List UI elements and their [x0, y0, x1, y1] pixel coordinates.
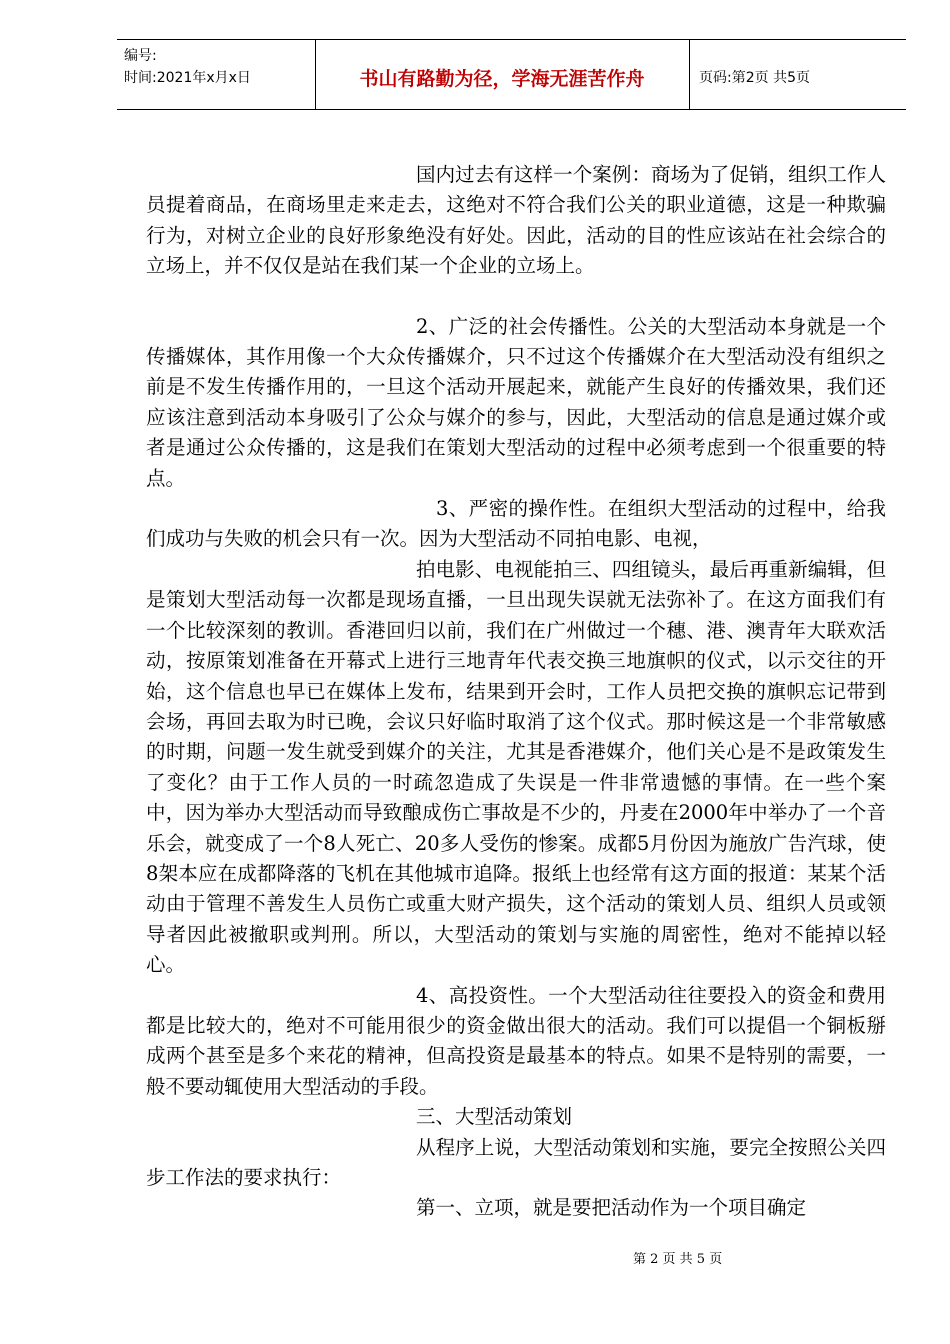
- paragraph-rigorous-operation: 3、严密的操作性。在组织大型活动的过程中，给我们成功与失败的机会只有一次。因为大型活动不同拍电影、电视，: [146, 497, 886, 551]
- document-body: [146, 160, 886, 1224]
- header-motto-cell: [315, 40, 690, 109]
- page-header: [117, 39, 906, 110]
- header-page-number: 页码:第2页 共5页: [699, 70, 810, 86]
- paragraph-step-one: 第一、立项，就是要把活动作为一个项目确定: [416, 1196, 807, 1220]
- document-time-label: 时间:2021年x月x日: [124, 70, 251, 86]
- paragraph-high-investment: 4、高投资性。一个大型活动往往要投入的资金和费用都是比较大的，绝对不可能用很少的资金做出很大的活动。我们可以提倡一个铜板掰成两个甚至是多个来花的精神，但高投资是最基本的特点。如果不是特别的需要，一般不要动辄使用大型活动的手段。: [146, 983, 886, 1098]
- paragraph-case-example: 国内过去有这样一个案例：商场为了促销，组织工作人员提着商品，在商场里走来走去，这绝对不符合我们公关的职业道德，这是一种欺骗行为，对树立企业的良好形象绝没有好处。因此，活动的目的性应该站在社会综合的立场上，并不仅仅是站在我们某一个企业的立场上。: [146, 163, 886, 278]
- document-number-label: 编号:: [124, 48, 157, 64]
- header-page-cell: [689, 40, 906, 109]
- header-meta-cell: [117, 40, 316, 109]
- header-motto: 书山有路勤为径，学海无涯苦作舟: [359, 68, 645, 90]
- paragraph-procedure: 从程序上说，大型活动策划和实施，要完全按照公关四步工作法的要求执行：: [146, 1135, 886, 1189]
- section-heading-planning: 三、大型活动策划: [416, 1105, 573, 1129]
- paragraph-rigorous-operation-cont: 拍电影、电视能拍三、四组镜头，最后再重新编辑，但是策划大型活动每一次都是现场直播，一旦出现失误就无法弥补了。在这方面我们有一个比较深刻的教训。香港回归以前，我们在广州做过一个穗、港、澳青年大联欢活动，按原策划准备在开幕式上进行三地青年代表交换三地旗帜的仪式，以示交往的开始，这个信息也早已在媒体上发布，结果到开会时，工作人员把交换的旗帜忘记带到会场，再回去取为时已晚，会议只好临时取消了这个仪式。那时候这是一个非常敏感的时期，问题一发生就受到媒介的关注，尤其是香港媒介，他们关心是不是政策发生了变化？由于工作人员的一时疏忽造成了失误是一件非常遗憾的事情。在一些个案中，因为举办大型活动而导致酿成伤亡事故是不少的，丹麦在2000年中举办了一个音乐会，就变成了一个8人死亡、20多人受伤的惨案。成都5月份因为施放广告汽球，使8架本应在成都降落的飞机在其他城市追降。报纸上也经常有这方面的报道：某某个活动由于管理不善发生人员伤亡或重大财产损失，这个活动的策划人员、组织人员或领导者因此被撤职或判刑。所以，大型活动的策划与实施的周密性，绝对不能掉以轻心。: [146, 557, 886, 977]
- page-footer: 第 2 页 共 5 页: [633, 1252, 723, 1267]
- paragraph-social-communication: 2、广泛的社会传播性。公关的大型活动本身就是一个传播媒体，其作用像一个大众传播媒介，只不过这个传播媒介在大型活动没有组织之前是不发生传播作用的，一旦这个活动开展起来，就能产生良好的传播效果，我们还应该注意到活动本身吸引了公众与媒介的参与，因此，大型活动的信息是通过媒介或者是通过公众传播的，这是我们在策划大型活动的过程中必须考虑到一个很重要的特点。: [146, 314, 886, 490]
